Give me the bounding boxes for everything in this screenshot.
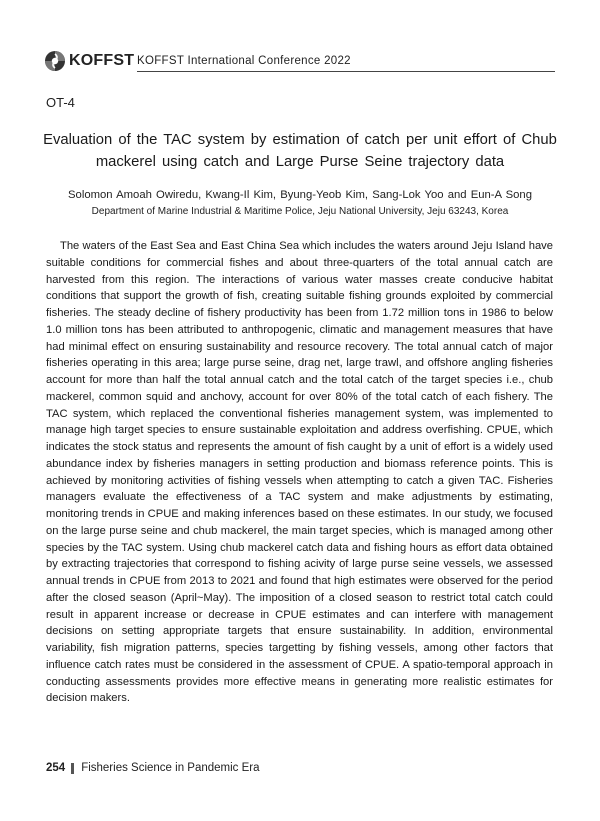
koffst-logo: [44, 49, 134, 73]
page-footer: [46, 762, 260, 774]
paper-code: OT-4: [46, 95, 75, 110]
author-list: Solomon Amoah Owiredu, Kwang-Il Kim, Byung-Yeob Kim, Sang-Lok Yoo and Eun-A Song: [68, 189, 532, 201]
running-header: [44, 49, 554, 73]
affiliation: Department of Marine Industrial & Maritime Police, Jeju National University, Jeju 63243, Korea: [91, 206, 509, 217]
footer-separator: [71, 763, 74, 774]
abstract-body: The waters of the East Sea and East China Sea which includes the waters around Jeju Island have suitable conditions for commercial fishes and about three-quarters of the total annual catch are harvested from this region. The interactions of various water masses create conducive habitat conditions that support the growth of fish, creating suitable fishing grounds exploited by commercial fisheries. The steady decline of fishery productivity has been from 1.72 million tons in 1986 to below 1.0 million tons has been attributed to anthropogenic, climatic and management measures that have had minimal effect on ensuring sustainability and resource recovery. The total annual catch of major fisheries operating in this area; large purse seine, drag net, large trawl, and offshore angling fisheries account for more than half the total annual catch and the total catch of the target species i.e., chub mackerel, common squid and anchovy, account for over 80% of the total catch of each fishery. The TAC system, which replaced the conventional fisheries management system, was implemented to manage high target species to ensure sustainable exploitation and address overfishing. CPUE, which indicates the stock status and represents the amount of fish caught by a unit of effort is a widely used abundance index by fisheries managers in setting production and biomass reference points. This is achieved by monitoring activities of fishing vessels when attempting to catch a given TAC. Fisheries managers evaluate the effectiveness of a TAC system and make adjustments by estimating, monitoring trends in CPUE and making inferences based on these estimates. In our study, we focused on the large purse seine and chub mackerel, the main target species, which is managed among other species by the TAC system. Using chub mackerel catch data and fishing hours as effort data obtained by extracting trajectories that correspond to fishing acivity of large purse seine vessels, we assessed annual trends in CPUE from 2013 to 2021 and found that high estimates were observed for the period after the closed season (April~May). The imposition of a closed season to restrict total catch could result in apparent increase or decrease in CPUE estimates and can interfere with management decisions on setting appropriate targets that ensure sustainability. In addition, environmental variability, fish migration patterns, species targetting by fishing vessels, among other factors that influence catch rates must be considered in the assessment of CPUE. A spatio-temporal approach in conducting assessments provides more effective means in generating more realistic estimates for decision makers.: [46, 240, 553, 705]
conference-name: KOFFST International Conference 2022: [137, 55, 351, 67]
book-title: Fisheries Science in Pandemic Era: [81, 762, 260, 774]
logo-text: KOFFST: [69, 52, 135, 69]
koffst-emblem-icon: [44, 50, 66, 72]
header-divider: [137, 71, 555, 72]
page-number: 254: [46, 762, 66, 774]
paper-title: Evaluation of the TAC system by estimation of catch per unit effort of Chub mackerel using catch and Large Purse Seine trajectory data: [43, 132, 557, 170]
